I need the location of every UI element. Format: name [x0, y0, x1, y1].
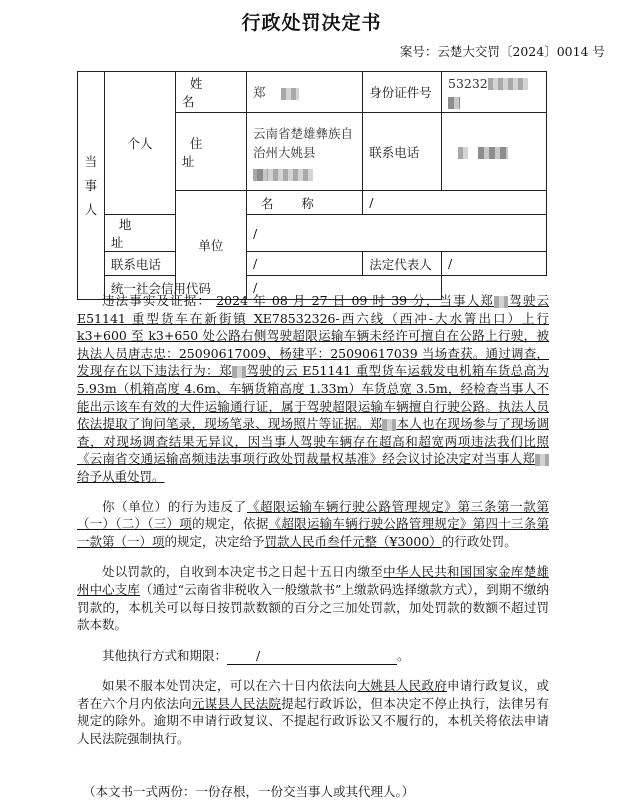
court-name: 元谋县人民法院: [191, 695, 282, 711]
unit-address-label: 地 址: [104, 215, 175, 252]
address-value: 云南省楚雄彝族自治州大姚县: [252, 126, 353, 160]
address-label: 住 址: [175, 113, 246, 191]
redaction-mask: [488, 78, 528, 90]
id-value: 53232: [448, 75, 488, 91]
penalty-amount: 罚款人民币叁仟元整（¥3000）: [264, 533, 442, 549]
redaction-mask: [448, 97, 460, 109]
redaction-mask: [232, 366, 246, 378]
redaction-mask: [281, 88, 299, 100]
id-cell: [442, 72, 547, 113]
facts-paragraph: [77, 292, 549, 486]
unit-phone-label: 联系电话: [104, 252, 175, 276]
document-body: [77, 292, 549, 748]
payment-bank: 中华人民共和国国家金库楚雄州中心支库: [77, 564, 549, 597]
unit-name-label: 名 称: [246, 191, 362, 215]
redaction-mask: [535, 454, 549, 466]
unit-label: 单位: [175, 191, 246, 300]
facts-text: 2024 年 08 月 27 日 09 时 39 分，当事人郑 驾驶云 E51141 重型货车在新街镇 XE78532326-西六线（西冲-大水箐出口）上行 k3+600 至 k3+650 处公路右侧驾驶超限运输车辆未经许可擅自在公路上行驶，被执法人员唐志忠：25090617009、杨建平：25090617039 当场查获。通过调查，发现存在以下违法行为：郑 驾驶的云 E51141 重型货车运载发电机箱车货总高为 5.93m（机箱高度 4.6m、车辆货箱高度 1.33m）车货总宽 3.5m，经检查当事人不能出示该车有效的大件运输通行证，属于驾驶超限运输车辆擅自行驶公路。执法人员依法提取了询问笔录，现场笔录、现场照片等证据。郑 本人也在现场参与了现场调查，对现场调查结果无异议，因当事人驾驶车辆存在超高和超宽两项违法我们比照《云南省交通运输高频违法事项行政处罚裁量权基准》经会议讨论决定对当事人郑给予从重处罚。: [77, 293, 549, 484]
violation-paragraph: 你（单位）的行为违反了《超限运输车辆行驶公路管理规定》第三条第一款第（一）（二）（三）项的规定，依据《超限运输车辆行驶公路管理规定》第四十三条第一款第（一）项的规定，决定给予罚款人民币叁仟元整（¥3000）的行政处罚。: [77, 498, 549, 549]
individual-label: 个人: [104, 72, 175, 215]
document-footer-note: （本文书一式两份：一份存根，一份交当事人或其代理人。）: [83, 784, 415, 799]
address-mask-row: [253, 166, 356, 181]
unit-address-value: /: [246, 215, 546, 252]
facts-lead: 违法事实及证据：: [102, 293, 212, 308]
phone-label: 联系电话: [363, 113, 442, 191]
document-title: 行政处罚决定书: [241, 12, 382, 34]
review-authority: 大姚县人民政府: [357, 678, 448, 694]
unit-phone-value: /: [246, 252, 362, 276]
legal-basis: 《超限运输车辆行驶公路管理规定》第四十三条第一款第（一）项: [77, 516, 549, 549]
name-label: 姓 名: [175, 72, 246, 113]
address-cell: [246, 113, 362, 191]
payment-paragraph: 处以罚款的，自收到本决定书之日起十五日内缴至中华人民共和国国家金库楚雄州中心支库（通过“云南省非税收入一般缴款书”上缴款码选择缴款方式），到期不缴纳罚款的，本机关可以每日按罚款数额的百分之三加处罚款，加处罚款的数额不超过罚款本数。: [77, 564, 549, 633]
remedy-paragraph: 如果不服本处罚决定，可以在六十日内依法向大姚县人民政府申请行政复议，或者在六个月内依法向元谋县人民法院提起行政诉讼，但本决定不停止执行，法律另有规定的除外。逾期不申请行政复议、不提起行政诉讼又不履行的，本机关将依法申请人民法院强制执行。: [77, 678, 549, 747]
redaction-mask: [494, 296, 508, 308]
other-execution: 其他执行方式和期限： / 。: [77, 647, 549, 666]
other-execution-value: /: [227, 647, 397, 666]
redaction-mask: [478, 147, 508, 159]
redaction-mask: [458, 147, 468, 159]
party-section-label: 当事人: [78, 72, 105, 300]
phone-cell: [442, 113, 547, 191]
name-value: 郑: [252, 85, 266, 100]
violated-law: 《超限运输车辆行驶公路管理规定》第三条第一款第（一）（二）（三）项: [77, 498, 549, 532]
id-label: 身份证件号: [363, 72, 442, 113]
redaction-mask: [257, 169, 267, 181]
legal-rep-label: 法定代表人: [363, 252, 442, 276]
legal-rep-value: /: [442, 252, 547, 276]
redaction-mask: [382, 419, 396, 431]
party-info-table: [77, 71, 547, 300]
credit-code-label: 统一社会信用代码: [104, 276, 246, 300]
unit-name-value: /: [363, 191, 547, 215]
case-number: 案号：云楚大交罚〔2024〕0014 号: [399, 44, 605, 59]
name-cell: [246, 72, 362, 113]
credit-code-value: /: [246, 276, 441, 300]
